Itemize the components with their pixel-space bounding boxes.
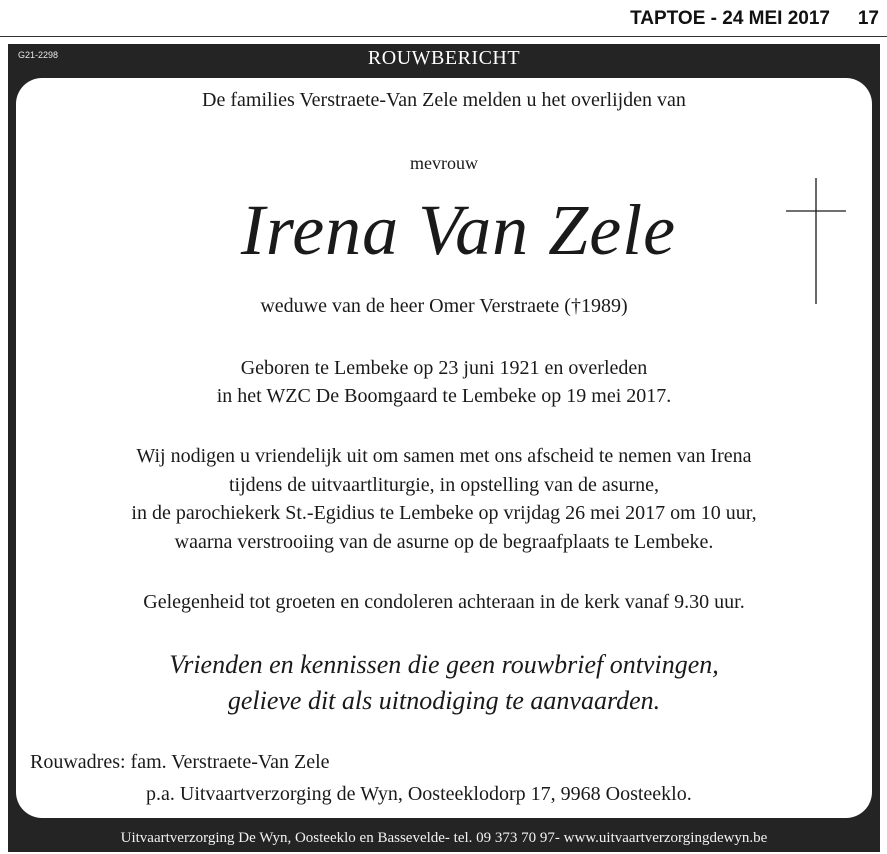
mourning-address-detail: p.a. Uitvaartverzorging de Wyn, Oosteeklodorp 17, 9968 Oosteeklo. bbox=[146, 783, 692, 805]
notice-line: gelieve dit als uitnodiging te aanvaarden. bbox=[227, 686, 661, 715]
deceased-name: Irena Van Zele bbox=[240, 190, 677, 270]
page-number: 17 bbox=[857, 8, 879, 29]
birth-death-line: Geboren te Lembeke op 23 juni 1921 en overleden bbox=[240, 357, 648, 379]
cross-icon bbox=[786, 178, 846, 304]
notice-line: Vrienden en kennissen die geen rouwbrief ontvingen, bbox=[169, 650, 719, 679]
condolences-text: Gelegenheid tot groeten en condoleren achteraan in de kerk vanaf 9.30 uur. bbox=[143, 591, 745, 613]
widow-of-text: weduwe van de heer Omer Verstraete (†1989) bbox=[260, 295, 628, 317]
ad-code: G21-2298 bbox=[18, 50, 59, 60]
invitation-line: waarna verstrooiing van de asurne op de begraafplaats te Lembeke. bbox=[174, 531, 714, 553]
birth-death-line: in het WZC De Boomgaard te Lembeke op 19 mei 2017. bbox=[216, 385, 672, 407]
publication-date: TAPTOE - 24 MEI 2017 bbox=[630, 8, 830, 29]
salutation: mevrouw bbox=[410, 153, 478, 173]
mourning-address: Rouwadres: fam. Verstraete-Van Zele bbox=[30, 751, 330, 773]
undertaker-footer: Uitvaartverzorging De Wyn, Oosteeklo en Bassevelde- tel. 09 373 70 97- www.uitvaartverzorgingdewyn.be bbox=[120, 830, 768, 846]
newspaper-header bbox=[0, 0, 887, 37]
obituary-title: ROUWBERICHT bbox=[367, 47, 521, 69]
intro-text: De families Verstraete-Van Zele melden u het overlijden van bbox=[202, 89, 686, 111]
invitation-line: in de parochiekerk St.-Egidius te Lembeke op vrijdag 26 mei 2017 om 10 uur, bbox=[131, 502, 757, 524]
obituary-panel bbox=[16, 78, 872, 818]
invitation-line: Wij nodigen u vriendelijk uit om samen met ons afscheid te nemen van Irena bbox=[136, 445, 752, 467]
invitation-line: tijdens de uitvaartliturgie, in opstelling van de asurne, bbox=[228, 474, 660, 496]
obituary-frame bbox=[8, 44, 880, 852]
